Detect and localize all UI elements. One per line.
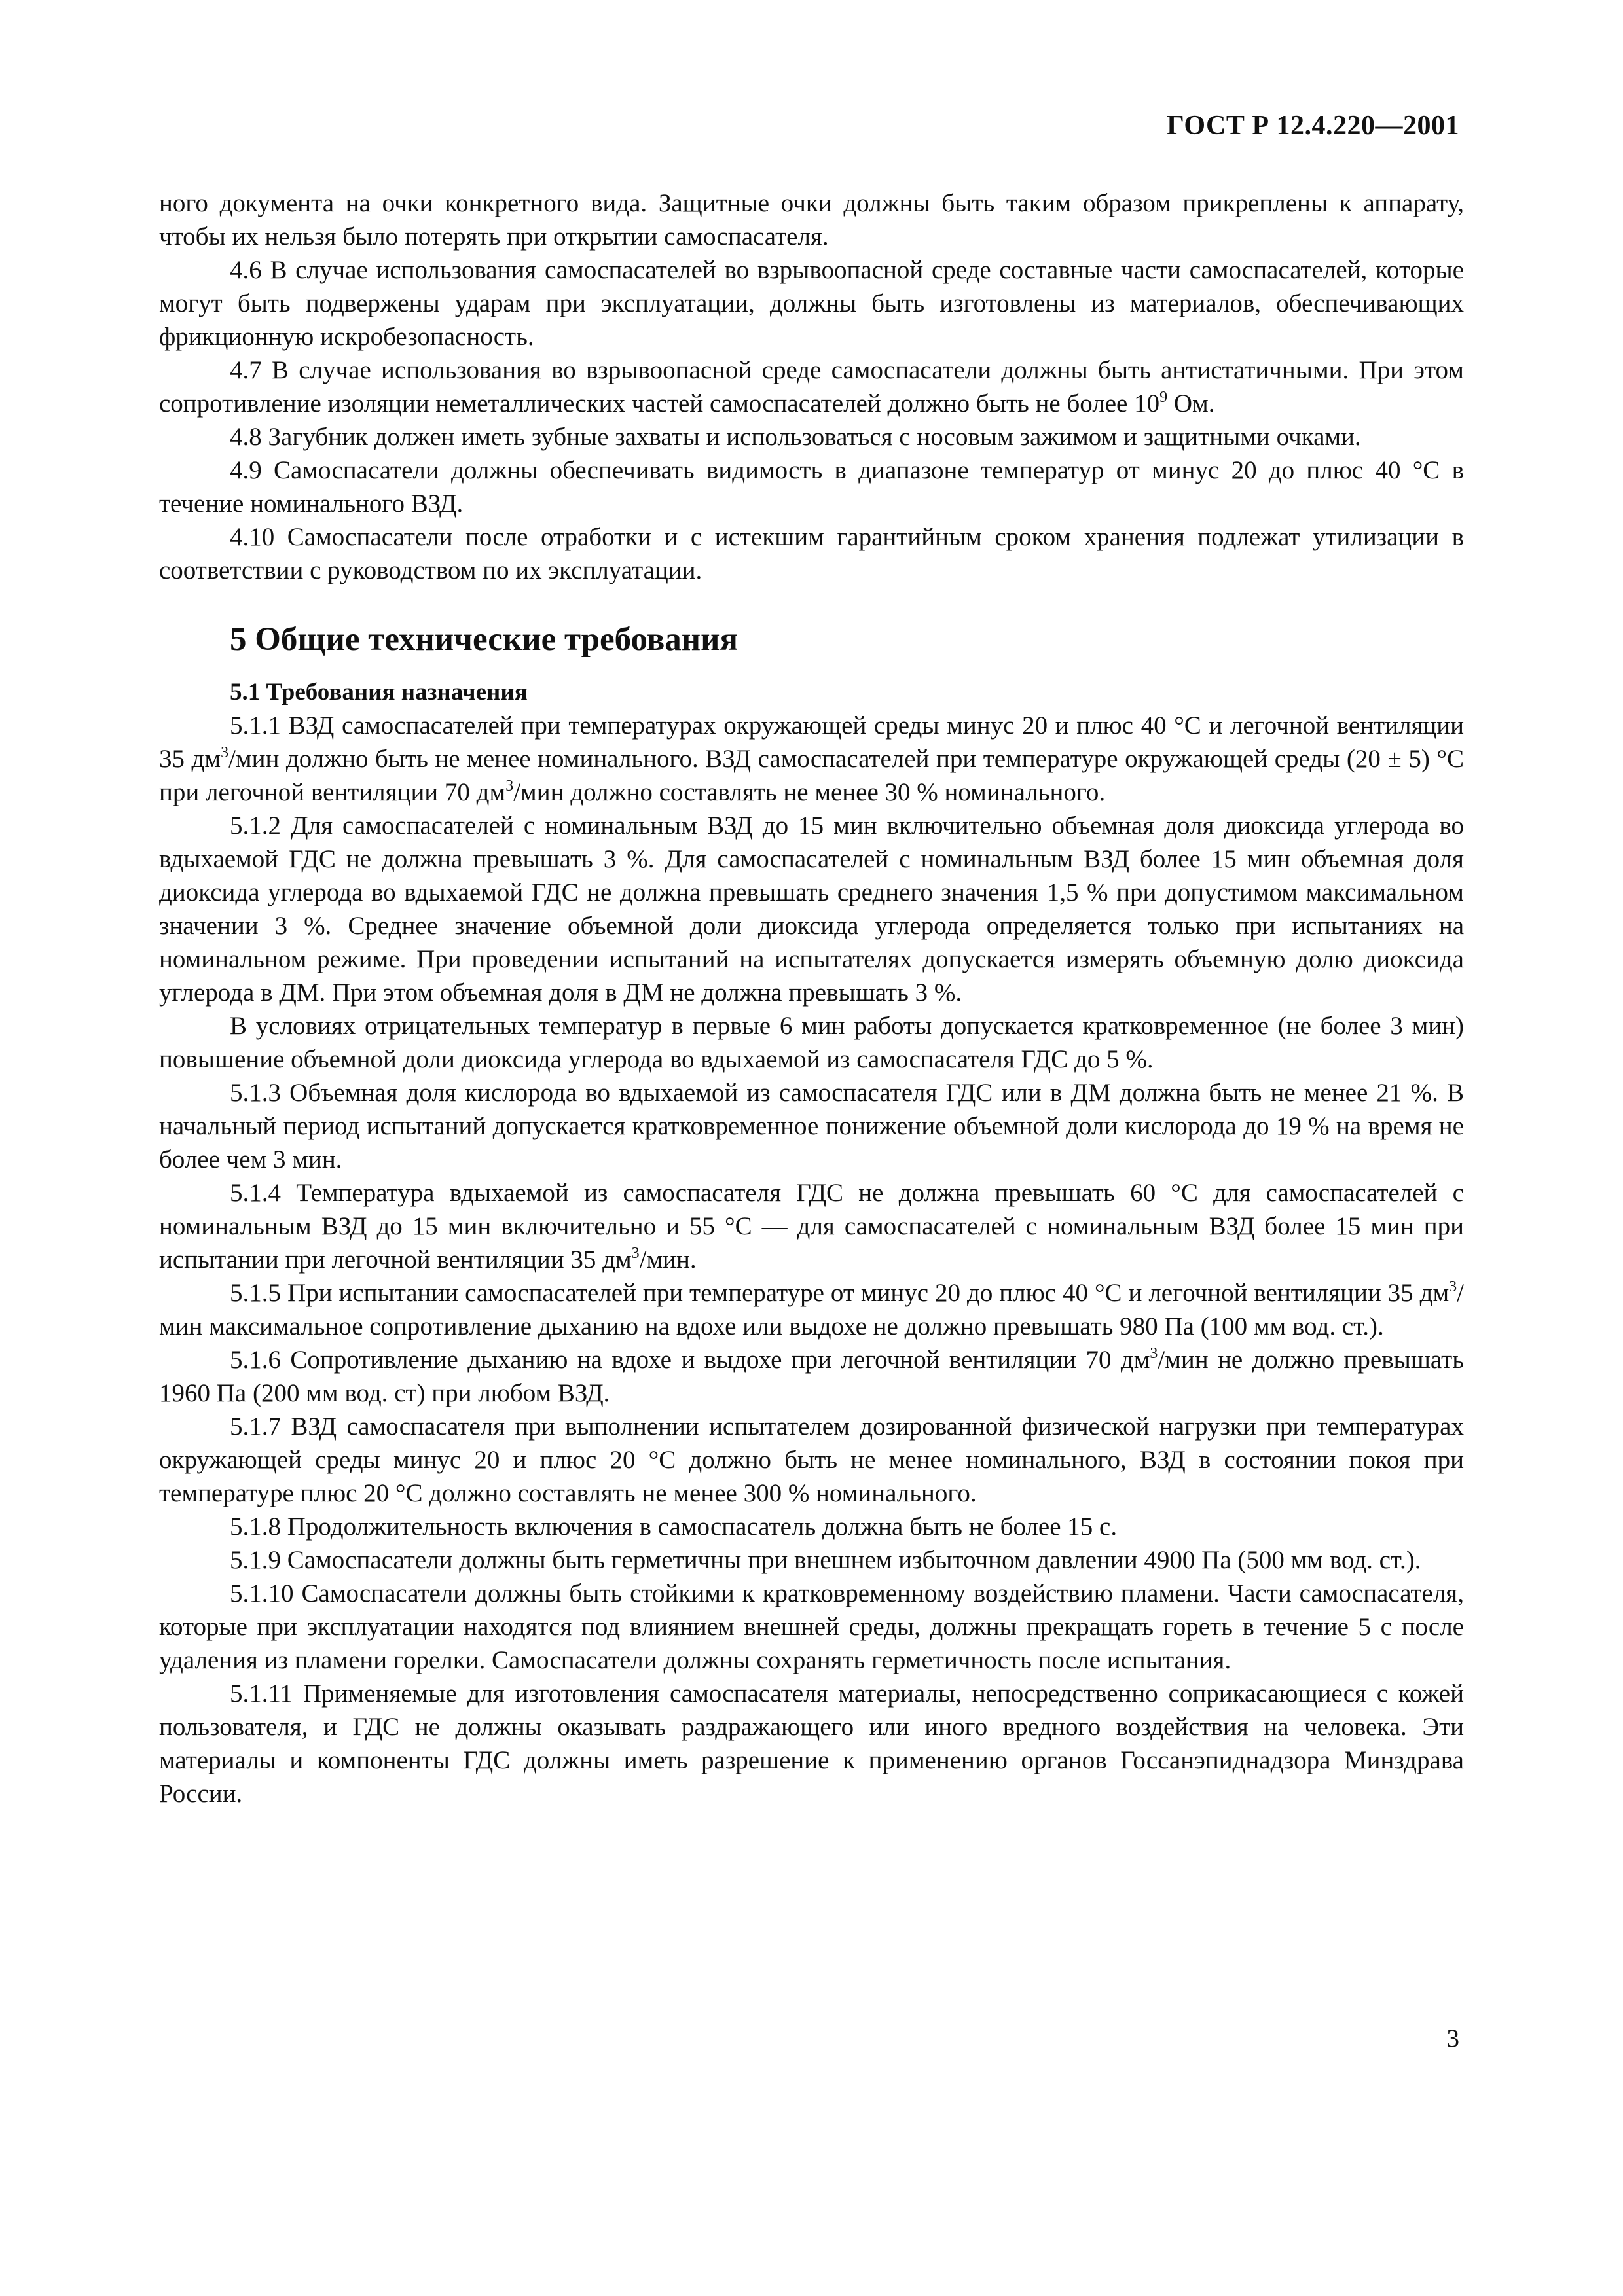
paragraph-5-1-1-text-a: 5.1.1 ВЗД самоспасателей при температурах окружающей среды минус 20 и плюс 40 °С и легочной вентиляции 35 дм [159, 711, 1464, 773]
page-number: 3 [1446, 2024, 1459, 2053]
paragraph-5-1-5-text-b: /мин максимальное сопротивление дыханию на вдохе или выдохе не должно превышать 980 Па (100 мм вод. ст.). [159, 1279, 1464, 1340]
paragraph-5-1-2: 5.1.2 Для самоспасателей с номинальным ВЗД до 15 мин включительно объемная доля диоксида углерода во вдыхаемой ГДС не должна превышать 3 %. Для самоспасателей с номинальным ВЗД более 15 мин объемная доля диоксида углерода во вдыхаемой ГДС не должна превышать среднего значения 1,5 % при допустимом максимальном значении 3 %. Среднее значение объемной доли диоксида углерода определяется только при испытаниях на номинальном режиме. При проведении испытаний на испытателях допускается измерять объемную долю диоксида углерода в ДМ. При этом объемная доля в ДМ не должна превышать 3 %. [159, 812, 1464, 1007]
exponent: 3 [1449, 1278, 1457, 1295]
paragraph-5-1-11: 5.1.11 Применяемые для изготовления самоспасателя материалы, непосредственно соприкасающиеся с кожей пользователя, и ГДС не должны оказывать раздражающего или иного вредного воздействия на человека. Эти материалы и компоненты ГДС должны иметь разрешение к применению органов Госсанэпиднадзора Минздрава России. [159, 1679, 1464, 1808]
exponent: 3 [221, 744, 229, 761]
paragraph-4-7 [159, 353, 1464, 420]
paragraph-4-7-text: 4.7 В случае использования во взрывоопасной среде самоспасатели должны быть антистатичными. При этом сопротивление изоляции неметаллических частей самоспасателей должно быть не более 10 [159, 356, 1464, 418]
section-5-heading: 5 Общие технические требования [230, 621, 739, 658]
paragraph-5-1-4-unit: /мин. [639, 1246, 697, 1274]
paragraph-4-10: 4.10 Самоспасатели после отработки и с истекшим гарантийным сроком хранения подлежат утилизации в соответствии с руководством по их эксплуатации. [159, 523, 1464, 584]
paragraph-5-1-1 [159, 709, 1464, 809]
paragraph-5-1-4-text: 5.1.4 Температура вдыхаемой из самоспасателя ГДС не должна превышать 60 °С для самоспасателей с номинальным ВЗД до 15 мин включительно и 55 °С — для самоспасателей с номинальным ВЗД более 15 мин при испытании при легочной вентиляции 35 дм [159, 1179, 1464, 1274]
paragraph-continuation: ного документа на очки конкретного вида. Защитные очки должны быть таким образом прикреплены к аппарату, чтобы их нельзя было потерять при открытии самоспасателя. [159, 189, 1464, 251]
section-5-1-heading: 5.1 Требования назначения [230, 679, 528, 706]
paragraph-5-1-7: 5.1.7 ВЗД самоспасателя при выполнении испытателем дозированной физической нагрузки при температурах окружающей среды минус 20 и плюс 20 °С должно быть не менее номинального, ВЗД в состоянии покоя при температуре плюс 20 °С должно составлять не менее 300 % номинального. [159, 1412, 1464, 1507]
paragraph-5-1-4 [159, 1176, 1464, 1276]
paragraph-5-1-6-text-b: /мин не должно превышать 1960 Па (200 мм вод. ст) при любом ВЗД. [159, 1346, 1465, 1407]
exponent: 3 [631, 1245, 640, 1262]
paragraph-5-1-9: 5.1.9 Самоспасатели должны быть герметичны при внешнем избыточном давлении 4900 Па (500 мм вод. ст.). [230, 1546, 1421, 1574]
paragraph-4-8: 4.8 Загубник должен иметь зубные захваты и использоваться с носовым зажимом и защитными очками. [230, 423, 1361, 451]
paragraph-5-1-3: 5.1.3 Объемная доля кислорода во вдыхаемой из самоспасателя ГДС или в ДМ должна быть не менее 21 %. В начальный период испытаний допускается кратковременное понижение объемной доли кислорода до 19 % на время не более чем 3 мин. [159, 1079, 1464, 1174]
paragraph-4-6: 4.6 В случае использования самоспасателей во взрывоопасной среде составные части самоспасателей, которые могут быть подвержены ударам при эксплуатации, должны быть изготовлены из материалов, обеспечивающих фрикционную искробезопасность. [159, 256, 1464, 351]
paragraph-4-7-unit: Ом. [1167, 389, 1215, 418]
paragraph-5-1-5-text-a: 5.1.5 При испытании самоспасателей при температуре от минус 20 до плюс 40 °С и легочной вентиляции 35 дм [230, 1279, 1450, 1307]
paragraph-5-1-6 [159, 1343, 1464, 1410]
paragraph-5-1-10: 5.1.10 Самоспасатели должны быть стойкими к кратковременному воздействию пламени. Части самоспасателя, которые при эксплуатации находятся под влиянием внешней среды, должны прекращать гореть в течение 5 с после удаления из пламени горелки. Самоспасатели должны сохранять герметичность после испытания. [159, 1579, 1464, 1674]
paragraph-5-1-1-text-c: /мин должно составлять не менее 30 % номинального. [513, 778, 1106, 806]
paragraph-5-1-2-conditions: В условиях отрицательных температур в первые 6 мин работы допускается кратковременное (не более 3 мин) повышение объемной доли диоксида углерода во вдыхаемой из самоспасателя ГДС до 5 %. [159, 1012, 1464, 1073]
exponent: 3 [1150, 1345, 1158, 1362]
paragraph-5-1-6-text-a: 5.1.6 Сопротивление дыханию на вдохе и выдохе при легочной вентиляции 70 дм [230, 1346, 1150, 1374]
paragraph-5-1-1-text-b: /мин должно быть не менее номинального. ВЗД самоспасателей при температуре окружающей среды (20 ± 5) °С при легочной вентиляции 70 дм [159, 745, 1464, 806]
standard-id-header: ГОСТ Р 12.4.220—2001 [1167, 111, 1459, 141]
exponent: 9 [1159, 389, 1168, 406]
exponent: 3 [505, 778, 514, 795]
body-text [159, 187, 1464, 1810]
paragraph-4-9: 4.9 Самоспасатели должны обеспечивать видимость в диапазоне температур от минус 20 до плюс 40 °С в течение номинального ВЗД. [159, 456, 1464, 518]
paragraph-5-1-5 [159, 1276, 1464, 1343]
paragraph-5-1-8: 5.1.8 Продолжительность включения в самоспасатель должна быть не более 15 с. [230, 1513, 1118, 1541]
